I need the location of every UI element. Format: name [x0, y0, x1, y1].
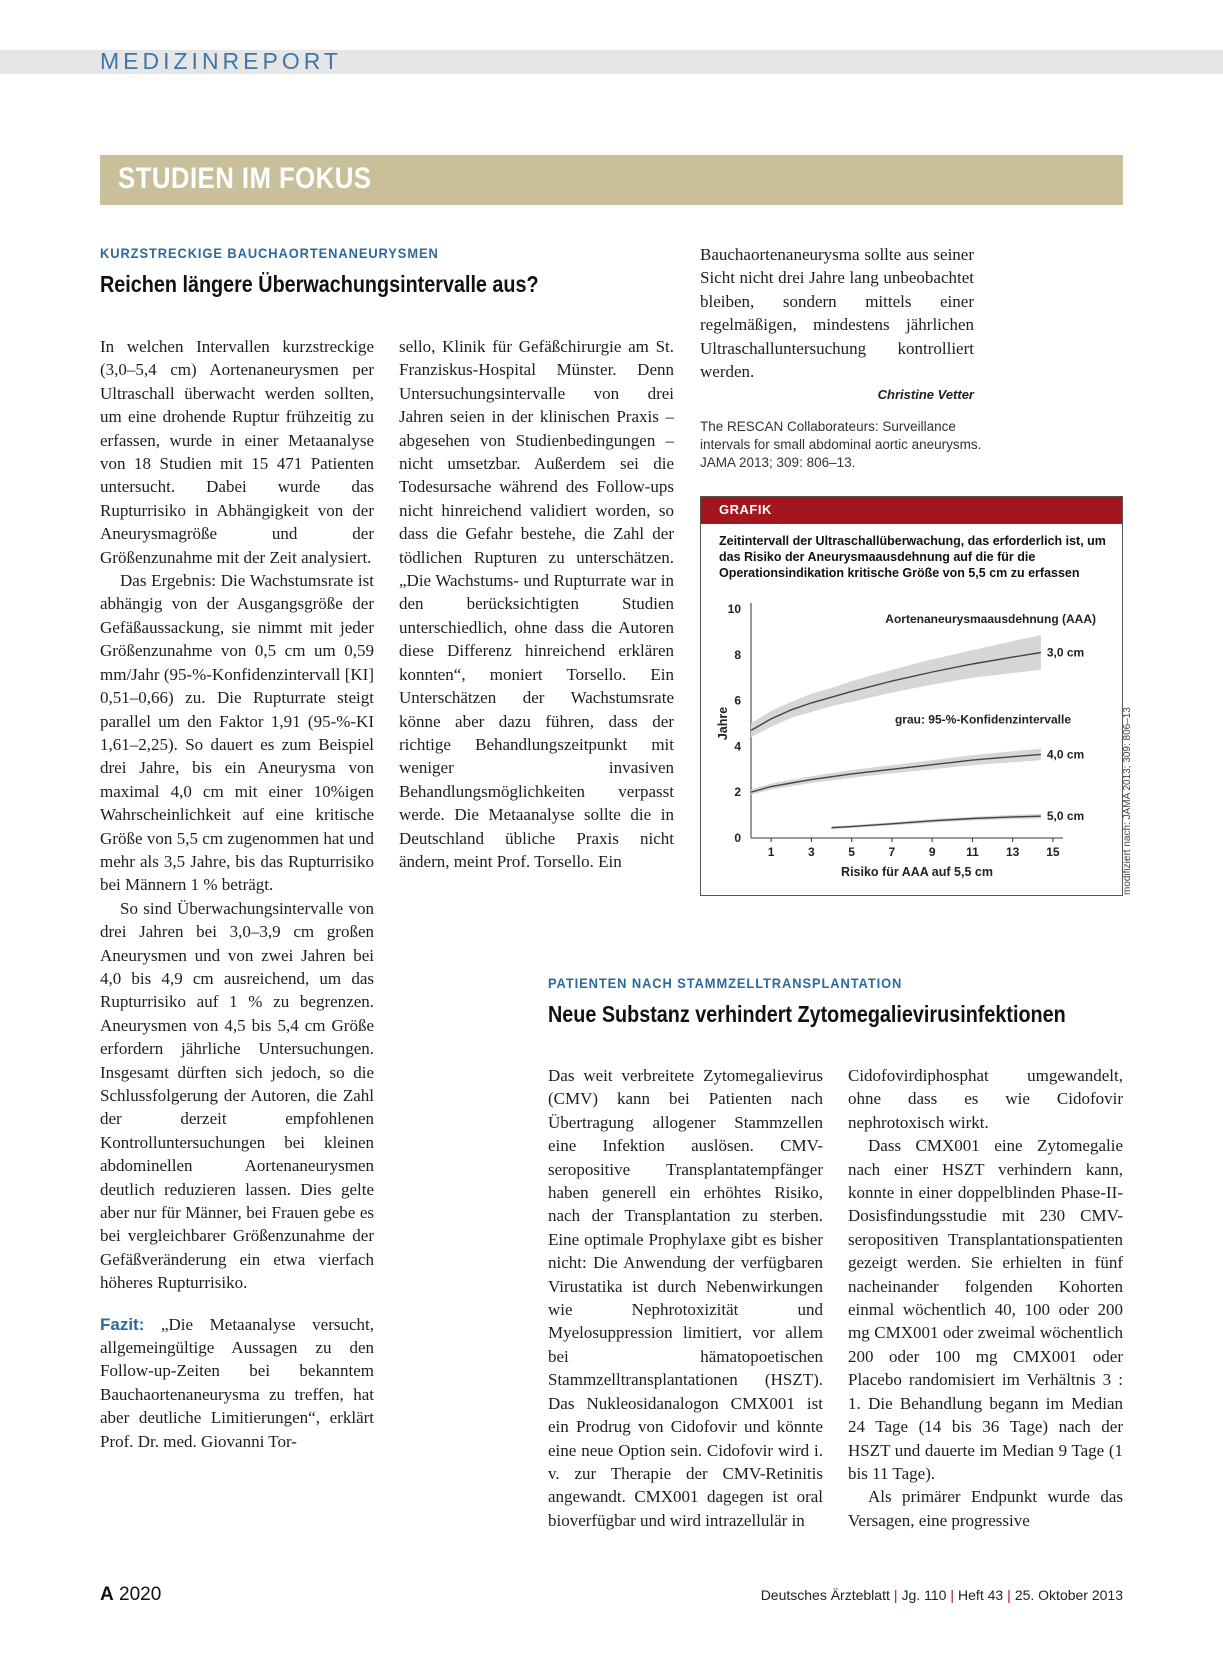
y-tick-label: 6 [734, 693, 741, 708]
y-tick-label: 0 [734, 831, 741, 845]
article2-column-2 [848, 1064, 1123, 1532]
author-name: Christine Vetter [877, 387, 974, 402]
chart-annotation-top: Aortenaneurysmaausdehnung (AAA) [885, 612, 1096, 626]
article2-kicker: PATIENTEN NACH STAMMZELLTRANSPLANTATION [548, 975, 903, 991]
article1-fazit [100, 1313, 374, 1453]
article2-paragraph: Dass CMX001 eine Zytomegalie nach einer HSZT verhindern kann, konnte in einer doppelblinden Phase-II-Dosisfindungsstudie mit 230 CMV-seropositiven Transplantationspatienten gezeigt werden. Sie erhielten in fünf nacheinander folgenden Kohorten einmal wöchentlich 40, 100 oder 200 mg CMX001 oder zweimal wöchentlich 200 oder 100 mg CMX001 oder Placebo randomisiert im Verhältnis 3 : 1. Die Behandlung begann im Median 24 Tage (14 bis 36 Tage) nach der HSZT und dauerte im Median 9 Tage (1 bis 11 Tage). [848, 1136, 1123, 1483]
x-tick-label: 11 [966, 845, 979, 859]
section-label: MEDIZINREPORT [100, 48, 342, 74]
article2-headline: Neue Substanz verhindert Zytomegalievirusinfektionen [548, 1001, 1066, 1027]
y-tick-label: 4 [734, 739, 741, 754]
fazit-text: „Die Metaanalyse versucht, allgemeingültige Aussagen zu den Follow-up-Zeiten bei bekanntem Bauchaortenaneurysma zu treffen, hat aber deutliche Limitierungen“, erklärt Prof. Dr. med. Giovanni Tor- [100, 1314, 374, 1451]
article1-paragraph: Bauchaortenaneurysma sollte aus seiner Sicht nicht drei Jahre lang unbeobachtet bleiben, sondern mittels einer regelmäßigen, mindestens jährlichen Ultraschalluntersuchung kontrolliert werden. [700, 245, 974, 382]
x-tick-label: 13 [1005, 845, 1020, 859]
article2-paragraph: Als primärer Endpunkt wurde das Versagen, eine progressive [848, 1487, 1123, 1530]
article1-paragraph: Das Ergebnis: Die Wachstumsrate ist abhängig von der Ausgangsgröße der Gefäßaussackung, sie nimmt mit jeder Größenzunahme von 0,5 cm um 0,59 mm/Jahr (95-%-Konfidenzintervall [KI] 0,51–0,66) zu. Die Rupturrate steigt parallel um den Faktor 1,91 (95-%-KI 1,61–2,25). So dauert es zum Beispiel drei Jahre, bis ein Aneurysma von maximal 4,0 cm mit einer 10%igen Wahrscheinlichkeit auf eine kritische Größe von 5,5 cm zugenommen hat und mehr als 3,5 Jahre, bis das Rupturrisiko bei Männern 1 % beträgt. [100, 571, 374, 895]
chart-annotation-band: grau: 95-%-Konfidenzintervalle [894, 712, 1071, 727]
section-banner [100, 155, 1123, 205]
y-tick-label: 10 [727, 602, 741, 616]
series-ci-band-2 [751, 749, 1041, 795]
journal-date: 25. Oktober 2013 [1014, 1587, 1123, 1603]
x-tick-label: 1 [767, 845, 775, 859]
series-label-3: 5,0 cm [1046, 809, 1085, 824]
article1-column-3 [700, 243, 974, 383]
figure-title: Zeitintervall der Ultraschallüberwachung, das erforderlich ist, um das Risiko der Aneurysmaausdehnung auf die für die Operationsindikation kritische Größe von 5,5 cm zu erfassen [719, 534, 1106, 580]
journal-name: Deutsches Ärzteblatt [760, 1587, 890, 1603]
y-tick-label: 8 [734, 647, 741, 662]
article2-column-1 [548, 1064, 823, 1532]
x-tick-label: 7 [888, 845, 896, 859]
article1-column-1 [100, 335, 374, 1453]
article1-paragraph: In welchen Intervallen kurzstreckige (3,0–5,4 cm) Aortenaneurysmen per Ultraschall überwacht werden sollten, um eine drohende Ruptur frühzeitig zu erfassen, wurde in einer Metaanalyse von 18 Studien mit 15 471 Patienten untersucht. Dabei wurde das Rupturrisiko in Abhängigkeit von der Aneurysmagröße und der Größenzunahme mit der Zeit analysiert. [100, 337, 374, 567]
page-number: A 2020 [100, 1584, 162, 1605]
y-tick-label: 2 [734, 785, 741, 800]
article1-headline: Reichen längere Überwachungsintervalle aus? [100, 271, 539, 297]
section-banner-title: STUDIEN IM FOKUS [118, 162, 372, 195]
x-tick-label: 15 [1046, 845, 1060, 859]
article1-paragraph: sello, Klinik für Gefäßchirurgie am St. Franziskus-Hospital Münster. Denn Untersuchungsintervalle von drei Jahren seien in der klinischen Praxis – abgesehen von Studienbedingungen – nicht umsetzbar. Außerdem sei die Todesursache während des Follow-ups nicht hinreichend validiert worden, so dass die Gefahr bestehe, die Zahl der tödlichen Rupturen zu unterschätzen. „Die Wachstums- und Rupturrate war in den berücksichtigten Studien unterschiedlich, ohne dass die Autoren diese Differenz hinreichend erklären konnten“, moniert Torsello. Ein Unterschätzen der Wachstumsrate könne aber dazu führen, dass der richtige Behandlungszeitpunkt mit weniger invasiven Behandlungsmöglichkeiten verpasst werde. Die Metaanalyse sollte die in Deutschland übliche Praxis nicht ändern, meint Prof. Torsello. Ein [399, 337, 674, 871]
footer-journal-info: Deutsches Ärzteblatt | Jg. 110 | Heft 43 | 25. Oktober 2013 [760, 1587, 1123, 1603]
article2-paragraph: Cidofovirdiphosphat umgewandelt, ohne dass es wie Cidofovir nephrotoxisch wirkt. [848, 1066, 1123, 1132]
article2-paragraph: Das weit verbreitete Zytomegalievirus (CMV) kann bei Patienten nach Übertragung allogener Stammzellen eine Infektion auslösen. CMV-seropositive Transplantatempfänger haben generell ein erhöhtes Risiko, nach der Transplantation zu sterben. Eine optimale Prophylaxe gibt es bisher nicht: Die Anwendung der verfügbaren Virustatika ist durch Nebenwirkungen wie Nephrotoxizität und Myelosuppression limitiert, vor allem bei hämatopoetischen Stammzelltransplantationen (HSZT). Das Nukleosidanalogon CMX001 ist ein Prodrug von Cidofovir und könnte eine neue Option sein. Cidofovir wird i. v. zur Therapie der CMV-Retinitis angewandt. CMX001 dagegen ist oral bioverfügbar und wird intrazellulär in [548, 1066, 823, 1530]
x-tick-label: 3 [808, 845, 815, 859]
x-tick-label: 9 [928, 845, 936, 859]
x-tick-label: 5 [848, 845, 855, 859]
reference: The RESCAN Collaborateurs: Surveillance intervals for small abdominal aortic aneurysms. JAMA 2013; 309: 806–13. [700, 419, 982, 470]
chart [701, 497, 1122, 895]
series-label-1: 3,0 cm [1046, 645, 1085, 660]
article1-column-2 [399, 335, 674, 873]
figure-box [700, 496, 1123, 896]
series-ci-band-3 [832, 814, 1041, 829]
journal-volume: Jg. 110 [901, 1587, 947, 1603]
fazit-label: Fazit: [100, 1314, 145, 1334]
article1-kicker: KURZSTRECKIGE BAUCHAORTENANEURYSMEN [100, 245, 439, 261]
x-axis-label: Risiko für AAA auf 5,5 cm [841, 865, 993, 879]
article1-paragraph: So sind Überwachungsintervalle von drei Jahren bei 3,0–3,9 cm großen Aneurysmen und von zwei Jahren bei 4,0 bis 4,9 cm ausreichend, um das Rupturrisiko auf 1 % zu begrenzen. Aneurysmen von 4,5 bis 5,4 cm Größe erfordern jährliche Untersuchungen. Insgesamt dürften sich jedoch, so die Schlussfolgerung der Autoren, die Zahl der derzeit empfohlenen Kontrolluntersuchungen bei kleinen abdominellen Aortenaneurysmen deutlich reduzieren lassen. Dies gelte aber nur für Männer, bei Frauen gebe es bei vergleichbarer Größenzunahme der Gefäßveränderung ein etwa vierfach höheres Rupturrisiko. [100, 898, 374, 1293]
figure-label: GRAFIK [719, 502, 772, 517]
y-axis-label: Jahre [716, 706, 730, 741]
series-label-2: 4,0 cm [1046, 747, 1085, 762]
figure-credit: modifiziert nach: JAMA 2013; 309: 806–13 [1122, 707, 1133, 895]
journal-issue: Heft 43 [958, 1587, 1004, 1603]
